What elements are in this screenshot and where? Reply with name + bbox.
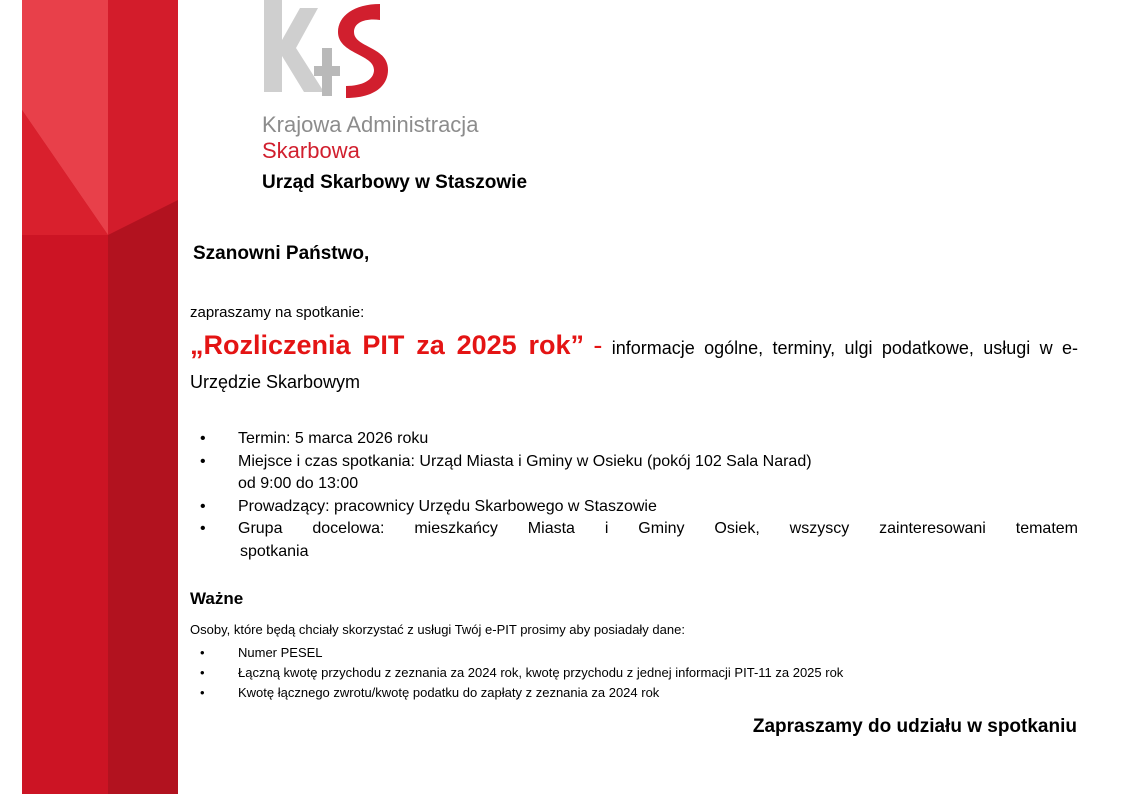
detail-hosts: • Prowadzący: pracownicy Urzędu Skarbowego w Staszowie: [198, 496, 1078, 519]
important-intro: Osoby, które będą chciały skorzystać z usługi Twój e-PIT prosimy aby posiadały dane:: [190, 622, 685, 637]
requirements-list: [198, 643, 1078, 703]
detail-date: • Termin: 5 marca 2026 roku: [198, 428, 1078, 451]
office-name: Urząd Skarbowy w Staszowie: [262, 172, 528, 193]
detail-audience-continued: spotkania: [240, 542, 309, 560]
detail-audience: • Grupa docelowa: mieszkańcy Miasta i Gminy Osiek, wszyscy zainteresowani tematem: [198, 518, 1078, 541]
invite-text: zapraszamy na spotkanie:: [190, 304, 365, 321]
event-title: „Rozliczenia PIT za 2025 rok”: [190, 330, 585, 360]
detail-place: • Miejsce i czas spotkania: Urząd Miasta i Gminy w Osieku (pokój 102 Sala Narad) od 9:00 do 13:00: [198, 451, 1078, 496]
brand-name-line2: Skarbowa: [262, 138, 360, 163]
event-description: informacje ogólne, terminy, ulgi podatkowe, usługi w e-Urzędzie Skarbowym: [190, 338, 1078, 392]
event-dash: -: [593, 330, 603, 360]
decorative-red-band: [22, 0, 178, 794]
greeting: Szanowni Państwo,: [193, 243, 370, 264]
requirement-item: • Łączną kwotę przychodu z zeznania za 2024 rok, kwotę przychodu z jednej informacji PIT-11 za 2025 rok: [198, 663, 1078, 683]
brand-name-line1: Krajowa Administracja: [262, 112, 479, 137]
requirement-item: • Numer PESEL: [198, 643, 1078, 663]
requirement-item: • Kwotę łącznego zwrotu/kwotę podatku do zapłaty z zeznania za 2024 rok: [198, 683, 1078, 703]
kas-logo-icon: [262, 0, 392, 105]
event-details-list: [198, 428, 1078, 563]
closing-invitation: Zapraszamy do udziału w spotkaniu: [752, 716, 1077, 737]
important-heading: Ważne: [190, 589, 244, 608]
event-paragraph: [190, 328, 1078, 399]
detail-time: od 9:00 do 13:00: [238, 475, 359, 492]
